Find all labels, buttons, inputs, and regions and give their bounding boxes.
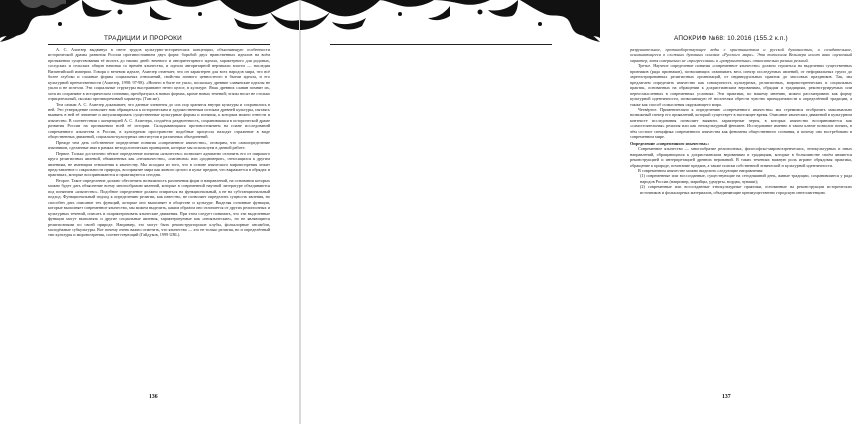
page-number-right: 137 <box>722 394 731 400</box>
paragraph: А. С. Ахиезер выдвинул в свете трудов культурно-исторических концепции, объясняющую особенности исторической драмы развития России противостоянием двух форм: борьбой двух нравственных идеалов на всём протяжении существования её вплоть до наших дней: вечевого и авторитетарного идеала, характерного для родовых, соседских и сельских общин начиная со времён язычества, и идеала авторитарной вертикали власти — наследия Византийской империи. Говоря о вечевом идеале, Ахиезер отмечает, что он характерен для всех народов мира, что всё более глубоко и сложные формы социальных отношений, свойства личного ценностного в бытии идеала, и его культурной преемственности (Ахиезер, 1998: 97-98). «Ничего в быте не ушло, поскольку древние славянские идеалы не ушли и не исчезли. Эти социальные структуры выстраивают нечто целое, в культуре. Язык древних славян помнит их, хотя их сохраняют в историческом сознании, преобразуясь в новых формах, кроме новых течений; этапы носят не столько отрицательный, сколько противоречивый характер» (Там же). <box>48 47 271 102</box>
running-header-left: ТРАДИЦИИ И ПРОРОКИ <box>104 35 182 42</box>
right-body-text <box>630 47 852 195</box>
page-number-left: 136 <box>149 394 158 400</box>
section-subheading: Определение «современного язычества»: <box>630 140 710 146</box>
left-page <box>0 0 300 424</box>
running-header-right: АПОКРИФ №68: 10.2016 (155.2 к.п.) <box>674 35 788 42</box>
paragraph: В современном язычестве можно выделить следующие направления: <box>638 167 764 173</box>
left-body-text <box>48 47 270 238</box>
paragraph: Прежде чем дать собственное определение понятия «современное язычество», оговорим, что самоопределение язычников, сделанные ими в рамках методологических принципов, которые мы используем в данной работе. <box>48 139 270 151</box>
right-ornament-graphic <box>300 0 600 42</box>
paragraph: Четвёртое. Применительно к определению «современного язычества» мы стремимся отобразить максимально возможный спектр его проявлений, который существует в настоящее время. Описание языческих движений в культурном контексте исследования позволяет выявить характерные черты, в которых язычество воспринимается как «самостоятельная» религия или как этнокультурный феномен. Исследование именно в таком ключе позволит понять, в чём состоит специфика современного язычества как феномена общественного сознания, и почему оно востребовано в современном мире. <box>630 106 852 140</box>
paragraph: разрушительное, противоборствующее веды с христианством и русской духовностью, и созидательное, основывающееся в сложных духовных основах «Русского мира». Эта типология Вельмера носит явно оценочный характер, хотя совершенно не «прогрессивна» и «разрушительна» относительно разных религий. <box>630 47 852 63</box>
paragraph: Третье. Научное определение понятия «современное язычество» должно строиться на выделении существенных признаков (ряда признаков), позволяющих охватывать весь спектр исследуемых явлений, от неформальных групп до зарегистрированных религиозных организаций, от индивидуальных практик до массовых праздников. Так, мы предлагаем определить язычество как совокупность культурных, религиозных, мировоззренческих и социальных практик, основанных на обращении к дохристианским верованиям, обрядам и традициям, реконструируемых или переосмысленных в современных условиях. Эти практики, по нашему мнению, можно рассматривать как форму культурной идентичности, позволяющую её носителям обрести чувство принадлежности к определённой традиции, а также как способ осмысления окружающего мира. <box>630 63 852 107</box>
numbered-list <box>630 173 852 195</box>
paragraph: Тем самым А. С. Ахиезер доказывает, что данные элементы до сих пор хранятся внутри культуры и сохранились в ней. Это утверждение позволяет нам обращаться к историческим и художественным истокам древней культуры, пытаясь выявить в ней её значение и актуализировать существенные культурные формы и понятия, к которым можно отнести и язычество. В соответствии с концепцией А. С. Ахиезера, создаётся раздвоенность, сохранившаяся в исторической драме развития России на протяжении всей её истории. Складывающаяся противостоянием на плане исследований современного язычества в России, в культурном пространстве подобные процессы находят отражение в виде общественных движений, социально-культурных институтов и различных объединений. <box>48 101 270 140</box>
paragraph: Второе. Такое определение должно обеспечить возможность различения форм и направлений, на основании которых можно будет дать объяснение всему многообразию явлений, которые в современной научной литературе объединяются под понятием «язычество». Подобное определение должно опираться на функциональный, а не на субстанциональный подход. Функциональный подход к определению религии, как известно, не позволяет определить сущность явления, но способен дать описание тех функций, которые оно выполняет в обществе и культуре. Выделяя основные функции, которые выполняет современное язычество, мы можем выделить, каким образом оно отличается от других религиозных и культурных течений, описать и охарактеризовать языческие движения. При этом следует понимать, что эти выделенные функции могут выполнять и другие социальные явления, характеризуемые как «неоязыческие», но не являющиеся религиозными по своей природе. Например, это могут быть реконструкторские клубы, фольклорные ансамбли, молодёжные субкультуры. Вот почему очень важно отметить, что язычество — это не только религия, но и определённый тип культуры и мировоззрения, соответствующий (Гайдуков, 1999 URL). <box>48 177 270 238</box>
paragraph: Современное язычество — многообразие религиозных, философско-мировоззренческих, этнокультурных и иных направлений, обращающихся к дохристианским верованиям и традициям, которые в большинстве своём являются реконструкцией и интерпретацией древних верований. В таких течениях важную роль играют обрядовая практика, обращение к природе, почитание предков, а также поиски собственной этнической и культурной идентичности. <box>630 146 852 168</box>
list-item: (2) современные или воссозданные этнокультурные практики, основанные на реконструкции исторических источников и фольклорных материалов, объединяющие преимущественно городскую интеллигенцию. <box>640 184 852 195</box>
list-item: (1) современные или воссозданные, существующие на сегодняшний день, живые традиции, сохранившиеся у ряда народов России (например, марийцы, удмурты, мордва, чуваши); <box>640 173 852 184</box>
header-rule-left <box>48 44 270 45</box>
paragraph: Первое. Только достаточно чёткое определение понятия «язычество» позволяет адекватно отличить его от широкого круга религиозных явлений, объявленных как «неоязычество», «паганизм» или «родноверие», относящихся к другим явлениям, не имеющим отношения к язычеству. Мы исходим из того, что в основе языческого мировоззрения лежит представление о сакральности природы, восприятие мира как живого целого и культ предков, что выражается в обрядах и практиках, которые воспринимаются и практикуются сегодня. <box>48 150 270 178</box>
header-rule-right <box>330 44 552 45</box>
right-page <box>300 0 852 424</box>
